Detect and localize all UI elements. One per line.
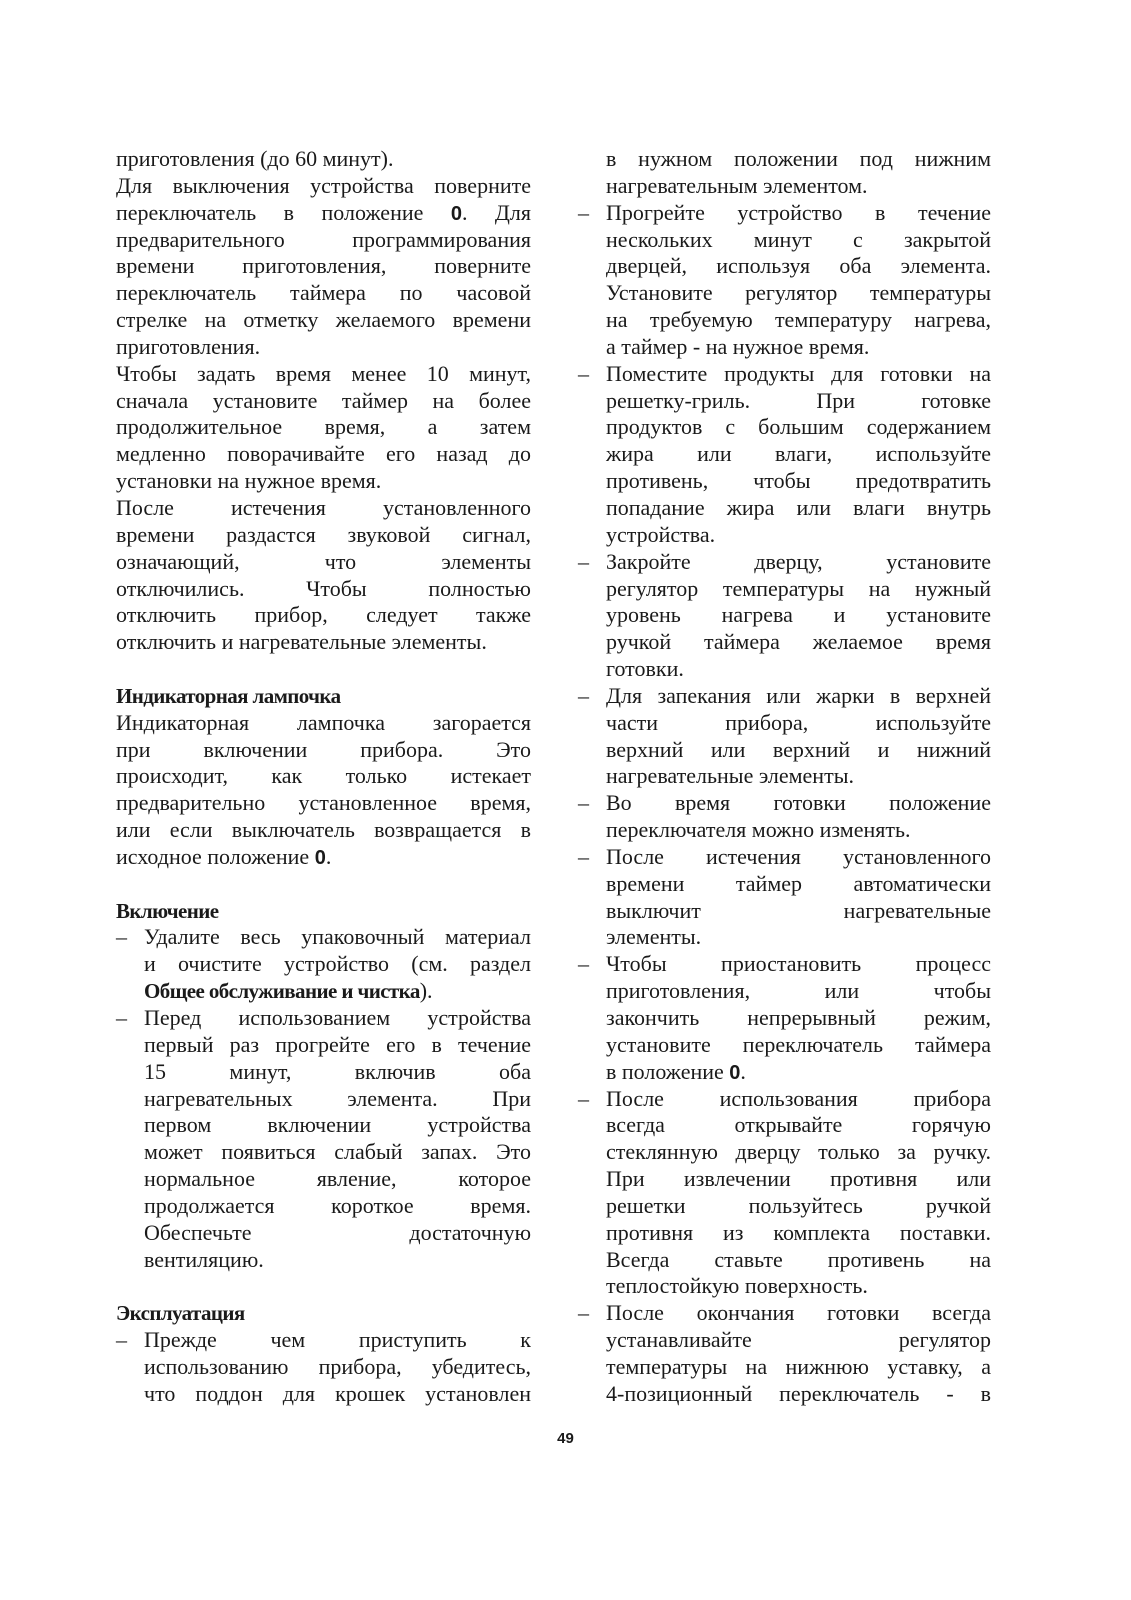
section-heading: Эксплуатация — [116, 1301, 245, 1326]
text-line: отключились. Чтобы полностью — [116, 575, 531, 601]
text-line: нагревательным элементом. — [606, 172, 868, 198]
text-line: элементы. — [606, 924, 702, 950]
text-line: части прибора, используйте — [606, 709, 991, 735]
text-line: или если выключатель возвращается в — [116, 817, 531, 843]
text-line: После окончания готовки всегда — [606, 1300, 991, 1326]
text-line: После истечения установленного — [116, 494, 531, 520]
bullet-dash: – — [578, 1300, 589, 1326]
text-line: Чтобы задать время менее 10 минут, — [116, 360, 531, 386]
paragraph — [116, 710, 531, 871]
text-line: Во время готовки положение — [606, 790, 991, 816]
text-line: выключит нагревательные — [606, 897, 991, 923]
text-line: жира или влаги, используйте — [606, 441, 991, 467]
text-line: устанавливайте регулятор — [606, 1327, 991, 1353]
bullet-dash: – — [578, 682, 589, 708]
text-line: Обеспечьте достаточную — [144, 1219, 531, 1245]
text-line: 15 минут, включив оба — [144, 1058, 531, 1084]
text-line: После истечения установленного — [606, 843, 991, 869]
text-line: регулятор температуры на нужный — [606, 575, 991, 601]
text-line: решетки пользуйтесь ручкой — [606, 1192, 991, 1218]
left-column — [116, 146, 531, 1408]
text-line: попадание жира или влаги внутрь — [606, 494, 991, 520]
text-line: что поддон для крошек установлен — [144, 1380, 531, 1406]
spacer — [116, 656, 531, 683]
text-line: приготовления, или чтобы — [606, 978, 991, 1004]
section-reference: Общее обслуживание и чистка — [144, 979, 420, 1004]
text-line: использованию прибора, убедитесь, — [144, 1353, 531, 1379]
bullet-item — [578, 361, 991, 549]
text-line: готовки. — [606, 656, 684, 682]
spacer — [116, 871, 531, 898]
text-line: происходит, как только истекает — [116, 763, 531, 789]
text-line: Прежде чем приступить к — [144, 1327, 531, 1353]
text-line: предварительного программирования — [116, 226, 531, 252]
text-line: температуры на нижнюю уставку, а — [606, 1353, 991, 1379]
text-line: Удалите весь упаковочный материал — [144, 924, 531, 950]
paragraph — [578, 146, 991, 200]
text-line: в положение 0. — [606, 1058, 746, 1084]
bullet-item — [578, 844, 991, 951]
bullet-item — [578, 1086, 991, 1301]
bullet-item — [578, 549, 991, 683]
text-line: предварительно установленное время, — [116, 790, 531, 816]
text-line: Для запекания или жарки в верхней — [606, 682, 991, 708]
text-line: переключателя можно изменять. — [606, 817, 911, 843]
text-line: первый раз прогрейте его в течение — [144, 1031, 531, 1057]
paragraph — [116, 173, 531, 361]
text-line: Всегда ставьте противень на — [606, 1246, 991, 1272]
text-line: После использования прибора — [606, 1085, 991, 1111]
bullet-dash: – — [578, 360, 589, 386]
text-line: закончить непрерывный режим, — [606, 1005, 991, 1030]
text-line: может появиться слабый запах. Это — [144, 1139, 531, 1165]
text-line: приготовления. — [116, 333, 261, 359]
bullet-dash: – — [578, 790, 589, 816]
text-line: решетку-гриль. При готовке — [606, 387, 991, 413]
text-line: времени раздастся звуковой сигнал, — [116, 521, 531, 547]
bullet-dash: – — [578, 843, 589, 869]
text-line: медленно поворачивайте его назад до — [116, 441, 531, 467]
text-line: ручкой таймера желаемое время — [606, 629, 991, 655]
text-line: Индикаторная лампочка загорается — [116, 709, 531, 735]
bullet-dash: – — [578, 199, 589, 225]
text-line: продуктов с большим содержанием — [606, 414, 991, 440]
text-line: стеклянную дверцу только за ручку. — [606, 1139, 991, 1165]
bullet-dash: – — [578, 1085, 589, 1111]
bullet-dash: – — [116, 1327, 127, 1353]
bullet-item — [578, 683, 991, 790]
text-line: противня из комплекта поставки. — [606, 1219, 991, 1245]
text-line: а таймер - на нужное время. — [606, 333, 870, 359]
text-line: времени приготовления, поверните — [116, 253, 531, 279]
section-heading: Включение — [116, 898, 219, 923]
bullet-item — [578, 200, 991, 361]
text-line: Перед использованием устройства — [144, 1005, 531, 1030]
bullet-dash: – — [578, 951, 589, 977]
paragraph — [116, 361, 531, 495]
text-line: переключатель в положение 0. Для — [116, 199, 531, 225]
text-line: и очистите устройство (см. раздел — [144, 951, 531, 977]
text-line: 4-позиционный переключатель - в — [606, 1380, 991, 1406]
bullet-dash: – — [116, 1005, 127, 1030]
text-line: Установите регулятор температуры — [606, 280, 991, 306]
text-line: переключатель таймера по часовой — [116, 280, 531, 306]
text-line: времени таймер автоматически — [606, 870, 991, 896]
right-column — [578, 146, 991, 1408]
text-line: при включении прибора. Это — [116, 736, 531, 762]
text-line: всегда открывайте горячую — [606, 1112, 991, 1138]
paragraph — [116, 495, 531, 656]
bold-zero-marker: 0 — [450, 202, 462, 225]
text-line: нескольких минут с закрытой — [606, 226, 991, 252]
text-line: верхний или верхний и нижний — [606, 736, 991, 762]
text-line: стрелке на отметку желаемого времени — [116, 307, 531, 333]
paragraph — [116, 146, 531, 173]
text-line: отключить прибор, следует также — [116, 602, 531, 628]
text-line: сначала установите таймер на более — [116, 387, 531, 413]
text-line: устройства. — [606, 521, 716, 547]
text-line: отключить и нагревательные элементы. — [116, 629, 487, 655]
text-line: на требуемую температуру нагрева, — [606, 307, 991, 333]
spacer — [116, 1273, 531, 1300]
bold-zero-marker: 0 — [314, 846, 326, 869]
text-line: нагревательные элементы. — [606, 763, 854, 789]
text-line: дверцей, используя оба элемента. — [606, 253, 991, 279]
bullet-item — [116, 924, 531, 1005]
bullet-item — [578, 1300, 991, 1407]
text-line: в нужном положении под нижним — [606, 146, 991, 171]
text-line: теплостойкую поверхность. — [606, 1273, 868, 1299]
bullet-item — [116, 1005, 531, 1273]
text-line: Прогрейте устройство в течение — [606, 199, 991, 225]
section-heading: Индикаторная лампочка — [116, 683, 341, 708]
bullet-item — [116, 1327, 531, 1408]
text-line: уровень нагрева и установите — [606, 602, 991, 628]
text-line: Закройте дверцу, установите — [606, 548, 991, 574]
text-line: установите переключатель таймера — [606, 1031, 991, 1057]
text-line: продолжается короткое время. — [144, 1192, 531, 1218]
text-line: исходное положение 0. — [116, 843, 332, 869]
text-line: нагревательных элемента. При — [144, 1085, 531, 1111]
bullet-dash: – — [116, 924, 127, 950]
text-line: нормальное явление, которое — [144, 1166, 531, 1192]
bullet-item — [578, 951, 991, 1085]
page-number: 49 — [557, 1430, 574, 1447]
text-line: Для выключения устройства поверните — [116, 172, 531, 198]
text-line: противень, чтобы предотвратить — [606, 468, 991, 494]
text-line: Поместите продукты для готовки на — [606, 360, 991, 386]
bold-zero-marker: 0 — [729, 1061, 741, 1084]
text-line: Чтобы приостановить процесс — [606, 951, 991, 977]
text-line: означающий, что элементы — [116, 548, 531, 574]
text-line: вентиляцию. — [144, 1246, 264, 1272]
bullet-item — [578, 790, 991, 844]
bullet-dash: – — [578, 548, 589, 574]
text-line: установки на нужное время. — [116, 468, 382, 494]
text-line: приготовления (до 60 минут). — [116, 146, 394, 171]
text-line: первом включении устройства — [144, 1112, 531, 1138]
text-line: При извлечении противня или — [606, 1166, 991, 1192]
text-line: продолжительное время, а затем — [116, 414, 531, 440]
text-line: Общее обслуживание и чистка). — [144, 978, 433, 1004]
